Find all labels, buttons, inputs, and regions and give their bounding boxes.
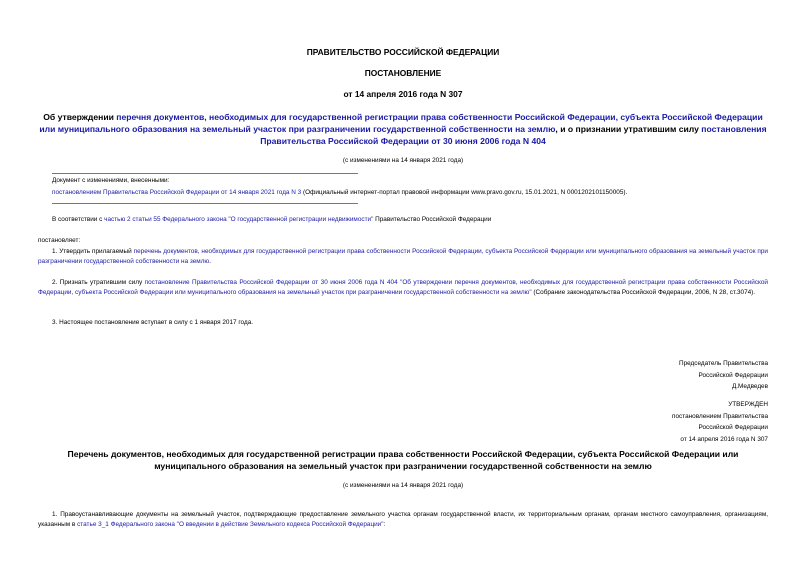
amendment-source: (Официальный интернет-портал правовой информации www.pravo.gov.ru, 15.01.2021, N 0001202101150005). xyxy=(301,189,628,196)
government-heading: ПРАВИТЕЛЬСТВО РОССИЙСКОЙ ФЕДЕРАЦИИ xyxy=(306,47,500,57)
resolves-word: постановляет: xyxy=(38,237,81,244)
list-item-1 xyxy=(38,510,768,530)
preamble xyxy=(38,215,768,225)
approved-date-number: от 14 апреля 2016 года N 307 xyxy=(680,435,768,443)
list-edition-note: (с изменениями на 14 января 2021 года) xyxy=(342,482,464,489)
title-prefix: Об утверждении xyxy=(43,112,117,122)
approved-block xyxy=(672,399,768,445)
title-repealed-resolution-link[interactable]: постановления Правительства Российской Федерации от 30 июня 2006 года N 404 xyxy=(260,124,767,147)
preamble-suffix: Правительство Российской Федерации xyxy=(373,216,492,223)
amendment-resolution-link[interactable]: постановлением Правительства Российской Федерации от 14 января 2021 года N 3 xyxy=(52,189,302,196)
item-2-suffix: (Собрание законодательства Российской Федерации, 2006, N 28, ст.3074). xyxy=(531,289,756,296)
list-item-1-prefix: 1. Правоустанавливающие документы на земельный участок, подтверждающие предоставление земельного участка органам государственной власти, их территориальным органам, органам местного самоуправления, организациям, указанным в xyxy=(38,511,768,528)
preamble-prefix: В соответствии с xyxy=(52,216,105,223)
title-list-link[interactable]: перечня документов, необходимых для государственной регистрации права собственности Российской Федерации, субъекта Российской Федерации или муниципального образования на земельный участок при разграничении государственной собственности на землю xyxy=(39,112,763,135)
item-2-resolution-link[interactable]: постановление Правительства Российской Федерации от 30 июня 2006 года N 404 "Об утверждении перечня документов, необходимых для государственной регистрации права собственности Российской Федерации, субъекта Российской Федерации или муниципального образования на земельный участок при разграничении государственной собственности на землю" xyxy=(38,279,768,296)
approved-by: постановлением Правительства xyxy=(672,412,768,420)
amendments-line xyxy=(52,188,768,197)
item-1-list-link[interactable]: перечень документов, необходимых для государственной регистрации права собственности Российской Федерации, субъекта Российской Федерации или муниципального образования на земельный участок при разграничении государственной собственности на землю xyxy=(38,248,768,265)
item-1-suffix: . xyxy=(209,258,212,265)
item-1 xyxy=(38,247,768,267)
approved-label: УТВЕРЖДЕН xyxy=(728,401,768,408)
signature-name: Д.Медведев xyxy=(731,383,768,391)
list-item-1-suffix: : xyxy=(383,521,386,528)
document-title xyxy=(38,111,768,148)
amendments-bottom-rule xyxy=(52,203,358,204)
signature-block xyxy=(679,358,768,393)
signature-country: Российской Федерации xyxy=(698,371,768,379)
signature-position: Председатель Правительства xyxy=(679,360,768,367)
approved-country: Российской Федерации xyxy=(698,424,768,432)
title-middle: , и о признании утратившим силу xyxy=(555,124,702,135)
document-date-number: от 14 апреля 2016 года N 307 xyxy=(343,89,463,99)
amendments-intro: Документ с изменениями, внесенными: xyxy=(52,177,170,184)
list-title: Перечень документов, необходимых для государственной регистрации права собственности Российской Федерации, субъекта Российской Федерации или муниципального образования на земельный участок при разграничении государственной собственности на землю xyxy=(67,449,739,472)
item-3: 3. Настоящее постановление вступает в силу с 1 января 2017 года. xyxy=(52,319,254,326)
item-2 xyxy=(38,278,768,298)
item-1-prefix: 1. Утвердить прилагаемый xyxy=(52,248,134,255)
item-2-prefix: 2. Признать утратившим силу xyxy=(52,279,145,286)
amendments-block xyxy=(52,176,768,197)
edition-note: (с изменениями на 14 января 2021 года) xyxy=(342,157,464,164)
list-item-1-law-link[interactable]: статье 3_1 Федерального закона "О введении в действие Земельного кодекса Российской Федерации" xyxy=(77,521,384,528)
document-type-heading: ПОСТАНОВЛЕНИЕ xyxy=(364,68,442,78)
preamble-law-link[interactable]: частью 2 статьи 55 Федерального закона "О государственной регистрации недвижимости" xyxy=(104,216,374,223)
amendments-top-rule xyxy=(52,173,358,174)
